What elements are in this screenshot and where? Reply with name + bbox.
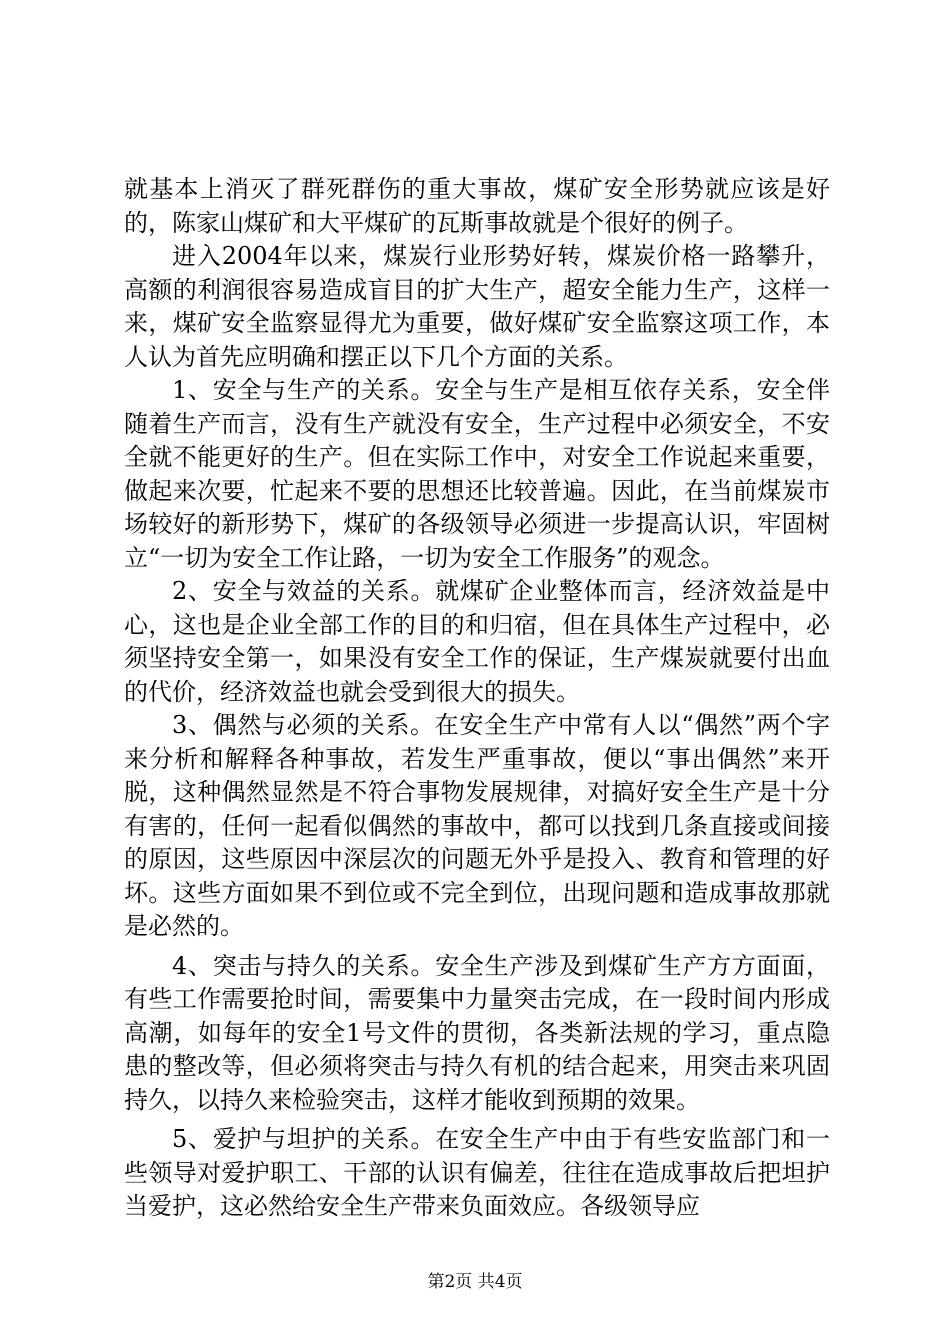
document-body <box>124 173 830 1224</box>
paragraph-safety-production: 1、安全与生产的关系。安全与生产是相互依存关系，安全伴随着生产而言，没有生产就没有安全，生产过程中必须安全，不安全就不能更好的生产。但在实际工作中，对安全工作说起来重要，做起来次要，忙起来不要的思想还比较普遍。因此，在当前煤炭市场较好的新形势下，煤矿的各级领导必须进一步提高认识，牢固树立“一切为安全工作让路，一切为安全工作服务”的观念。 <box>124 376 830 572</box>
paragraph-intro: 进入2004年以来，煤炭行业形势好转，煤炭价格一路攀升，高额的利润很容易造成盲目的扩大生产，超安全能力生产，这样一来，煤矿安全监察显得尤为重要，做好煤矿安全监察这项工作，本人认为首先应明确和摆正以下几个方面的关系。 <box>124 242 830 371</box>
paragraph-continuation: 就基本上消灭了群死群伤的重大事故，煤矿安全形势就应该是好的，陈家山煤矿和大平煤矿的瓦斯事故就是个很好的例子。 <box>124 175 830 237</box>
paragraph-chance-necessity: 3、偶然与必须的关系。在安全生产中常有人以“偶然”两个字来分析和解释各种事故，若发生严重事故，便以“事出偶然”来开脱，这种偶然显然是不符合事物发展规律，对搞好安全生产是十分有害的，任何一起看似偶然的事故中，都可以找到几条直接或间接的原因，这些原因中深层次的问题无外乎是投入、教育和管理的好坏。这些方面如果不到位或不完全到位，出现问题和造成事故那就是必然的。 <box>124 711 830 940</box>
paragraph-care-shield: 5、爱护与坦护的关系。在安全生产中由于有些安监部门和一些领导对爱护职工、干部的认识有偏差，往往在造成事故后把坦护当爱护，这必然给安全生产带来负面效应。各级领导应 <box>124 1125 830 1220</box>
paragraph-safety-benefit: 2、安全与效益的关系。就煤矿企业整体而言，经济效益是中心，这也是企业全部工作的目的和归宿，但在具体生产过程中，必须坚持安全第一，如果没有安全工作的保证，生产煤炭就要付出血的代价，经济效益也就会受到很大的损失。 <box>124 577 830 706</box>
paragraph-sudden-lasting: 4、突击与持久的关系。安全生产涉及到煤矿生产方方面面，有些工作需要抢时间，需要集中力量突击完成，在一段时间内形成高潮，如每年的安全1号文件的贯彻，各类新法规的学习，重点隐患的整改等，但必须将突击与持久有机的结合起来，用突击来巩固持久，以持久来检验突击，这样才能收到预期的效果。 <box>124 951 830 1114</box>
page-number-footer: 第2页 共4页 <box>427 1272 523 1292</box>
